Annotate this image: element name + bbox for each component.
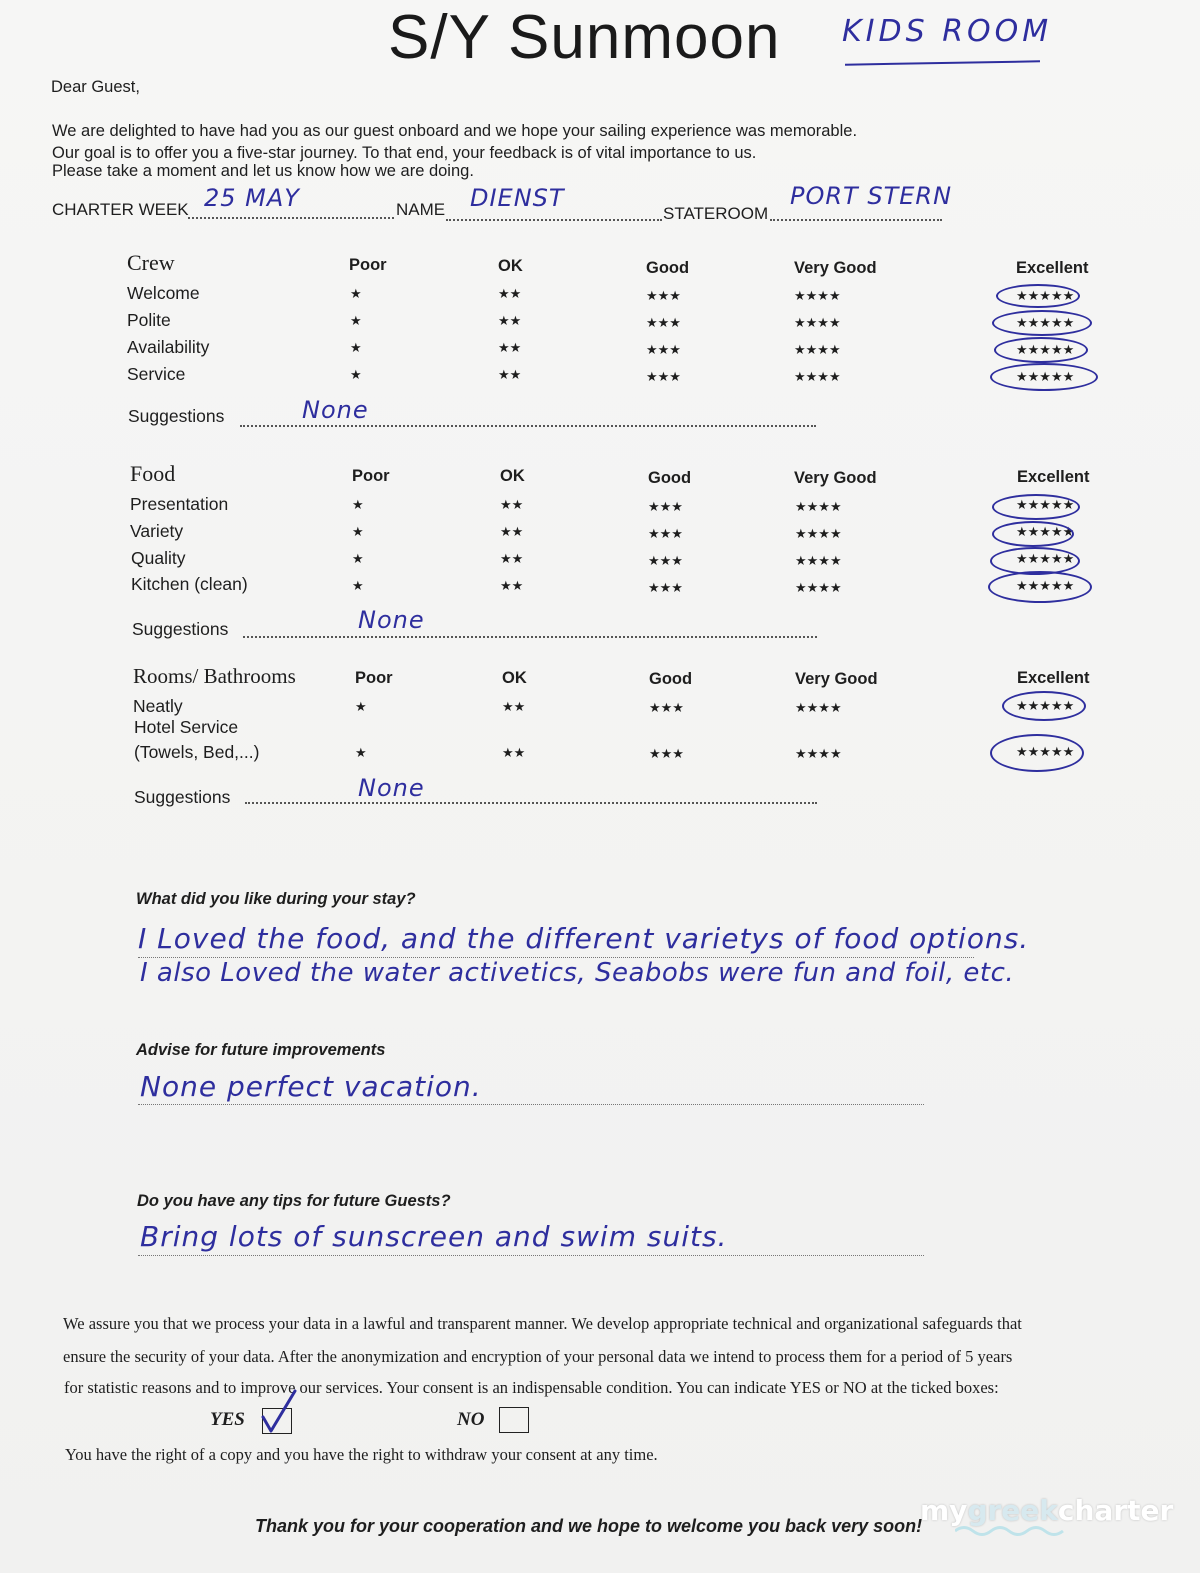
rating-1-star[interactable]: ★ bbox=[350, 341, 362, 356]
legal-line-2: ensure the security of your data. After the anonymization and encryption of your personal data we intend to process them for a period of 5 years bbox=[63, 1347, 1013, 1366]
rating-2-star[interactable]: ★★ bbox=[498, 314, 522, 329]
food-suggestions-value[interactable]: None bbox=[358, 606, 425, 634]
col-good: Good bbox=[649, 670, 693, 688]
rooms-row-neatly: Neatly bbox=[133, 696, 183, 716]
rating-1-star[interactable]: ★ bbox=[355, 700, 367, 715]
answer-liked-line-1[interactable]: I Loved the food, and the different varietys of food options. bbox=[138, 922, 1030, 955]
excellent-circle bbox=[994, 337, 1088, 363]
rating-5-star[interactable]: ★★★★★ bbox=[1016, 525, 1075, 540]
charter-week-label: CHARTER WEEK bbox=[52, 200, 189, 219]
rating-1-star[interactable]: ★ bbox=[355, 746, 367, 761]
rating-2-star[interactable]: ★★ bbox=[500, 579, 524, 594]
rooms-suggestions-dotline bbox=[245, 802, 817, 804]
col-excellent: Excellent bbox=[1017, 468, 1090, 486]
crew-row-polite: Polite bbox=[127, 310, 171, 330]
col-ok: OK bbox=[502, 669, 527, 687]
stateroom-value[interactable]: PORT STERN bbox=[790, 182, 953, 210]
rating-1-star[interactable]: ★ bbox=[350, 368, 362, 383]
excellent-circle bbox=[990, 363, 1098, 391]
charter-week-value[interactable]: 25 MAY bbox=[204, 184, 300, 212]
rating-5-star[interactable]: ★★★★★ bbox=[1016, 316, 1075, 331]
rating-2-star[interactable]: ★★ bbox=[502, 700, 526, 715]
crew-suggestions-dotline bbox=[240, 425, 816, 427]
col-ok: OK bbox=[498, 257, 523, 275]
rating-2-star[interactable]: ★★ bbox=[498, 368, 522, 383]
rating-5-star[interactable]: ★★★★★ bbox=[1016, 370, 1075, 385]
col-poor: Poor bbox=[349, 256, 387, 274]
rating-3-star[interactable]: ★★★ bbox=[649, 747, 684, 762]
rating-4-star[interactable]: ★★★★ bbox=[794, 370, 841, 385]
section-title-rooms: Rooms/ Bathrooms bbox=[133, 664, 296, 688]
rating-1-star[interactable]: ★ bbox=[352, 498, 364, 513]
watermark-wave-icon bbox=[955, 1524, 1065, 1538]
intro-line-3: Please take a moment and let us know how we are doing. bbox=[52, 162, 474, 180]
name-value[interactable]: DIENST bbox=[470, 184, 565, 212]
excellent-circle bbox=[992, 521, 1074, 547]
greeting: Dear Guest, bbox=[51, 78, 140, 96]
rating-2-star[interactable]: ★★ bbox=[500, 552, 524, 567]
rating-2-star[interactable]: ★★ bbox=[500, 498, 524, 513]
rooms-row-towels-bed: (Towels, Bed,...) bbox=[134, 742, 260, 762]
rooms-row-hotel-service: Hotel Service bbox=[134, 717, 239, 737]
col-very-good: Very Good bbox=[795, 670, 878, 688]
answer-advise-dotline bbox=[138, 1104, 924, 1105]
col-excellent: Excellent bbox=[1016, 259, 1089, 277]
legal-line-1: We assure you that we process your data in a lawful and transparent manner. We develop appropriate technical and organizational safeguards that bbox=[63, 1314, 1022, 1333]
rating-5-star[interactable]: ★★★★★ bbox=[1016, 498, 1075, 513]
legal-line-4: You have the right of a copy and you have the right to withdraw your consent at any time. bbox=[65, 1445, 658, 1464]
rating-5-star[interactable]: ★★★★★ bbox=[1016, 699, 1075, 714]
col-good: Good bbox=[646, 259, 690, 277]
food-row-presentation: Presentation bbox=[130, 494, 229, 514]
stateroom-dotline bbox=[770, 219, 942, 221]
rating-2-star[interactable]: ★★ bbox=[502, 746, 526, 761]
excellent-circle bbox=[992, 310, 1092, 336]
consent-no-checkbox[interactable] bbox=[499, 1407, 529, 1433]
intro-line-1: We are delighted to have had you as our guest onboard and we hope your sailing experience was memorable. bbox=[52, 122, 858, 140]
name-label: NAME bbox=[396, 200, 446, 219]
rating-4-star[interactable]: ★★★★ bbox=[795, 554, 842, 569]
rating-3-star[interactable]: ★★★ bbox=[646, 289, 681, 304]
crew-row-welcome: Welcome bbox=[127, 283, 200, 303]
rating-3-star[interactable]: ★★★ bbox=[646, 316, 681, 331]
food-suggestions-label: Suggestions bbox=[132, 619, 229, 639]
rating-1-star[interactable]: ★ bbox=[352, 525, 364, 540]
rating-5-star[interactable]: ★★★★★ bbox=[1016, 289, 1075, 304]
rating-5-star[interactable]: ★★★★★ bbox=[1016, 552, 1075, 567]
form-title: S/Y Sunmoon bbox=[388, 3, 781, 72]
food-row-variety: Variety bbox=[130, 521, 184, 541]
charter-week-dotline bbox=[188, 217, 394, 219]
section-title-crew: Crew bbox=[127, 250, 175, 275]
col-poor: Poor bbox=[355, 669, 393, 687]
rating-5-star[interactable]: ★★★★★ bbox=[1016, 745, 1075, 760]
answer-advise[interactable]: None perfect vacation. bbox=[140, 1070, 482, 1103]
rating-5-star[interactable]: ★★★★★ bbox=[1016, 343, 1075, 358]
consent-yes-checkbox[interactable] bbox=[262, 1408, 292, 1434]
rating-4-star[interactable]: ★★★★ bbox=[794, 289, 841, 304]
rating-3-star[interactable]: ★★★ bbox=[648, 527, 683, 542]
question-advise: Advise for future improvements bbox=[136, 1041, 386, 1059]
food-row-quality: Quality bbox=[131, 548, 186, 568]
rating-4-star[interactable]: ★★★★ bbox=[795, 581, 842, 596]
answer-tips-dotline bbox=[138, 1255, 924, 1256]
crew-row-availability: Availability bbox=[127, 337, 210, 357]
thank-you-message: Thank you for your cooperation and we hope to welcome you back very soon! bbox=[255, 1516, 923, 1536]
rating-4-star[interactable]: ★★★★ bbox=[795, 500, 842, 515]
room-note-underline bbox=[845, 60, 1040, 65]
consent-yes-label: YES bbox=[210, 1409, 245, 1430]
rating-2-star[interactable]: ★★ bbox=[500, 525, 524, 540]
section-title-food: Food bbox=[130, 461, 176, 486]
watermark-logo: mygreekcharter bbox=[920, 1494, 1174, 1527]
rating-1-star[interactable]: ★ bbox=[352, 552, 364, 567]
rating-4-star[interactable]: ★★★★ bbox=[795, 701, 842, 716]
rating-1-star[interactable]: ★ bbox=[350, 314, 362, 329]
food-suggestions-dotline bbox=[243, 636, 817, 638]
rooms-suggestions-label: Suggestions bbox=[134, 787, 231, 807]
rating-1-star[interactable]: ★ bbox=[350, 287, 362, 302]
excellent-circle bbox=[996, 284, 1080, 308]
crew-suggestions-label: Suggestions bbox=[128, 406, 225, 426]
legal-line-3: for statistic reasons and to improve our services. Your consent is an indispensable condition. You can indicate YES or NO at the ticked boxes: bbox=[64, 1378, 999, 1397]
rating-3-star[interactable]: ★★★ bbox=[648, 581, 683, 596]
rating-4-star[interactable]: ★★★★ bbox=[795, 527, 842, 542]
rating-3-star[interactable]: ★★★ bbox=[649, 701, 684, 716]
answer-liked-line-2[interactable]: I also Loved the water activetics, Seabobs were fun and foil, etc. bbox=[140, 958, 1015, 988]
stateroom-label: STATEROOM bbox=[663, 204, 769, 223]
rooms-suggestions-value[interactable]: None bbox=[358, 774, 425, 802]
rating-2-star[interactable]: ★★ bbox=[498, 287, 522, 302]
rating-1-star[interactable]: ★ bbox=[352, 579, 364, 594]
col-ok: OK bbox=[500, 467, 525, 485]
col-excellent: Excellent bbox=[1017, 669, 1090, 687]
rating-4-star[interactable]: ★★★★ bbox=[794, 316, 841, 331]
crew-row-service: Service bbox=[127, 364, 186, 384]
food-row-kitchen: Kitchen (clean) bbox=[131, 574, 248, 594]
excellent-circle bbox=[990, 734, 1084, 772]
crew-suggestions-value[interactable]: None bbox=[302, 396, 369, 424]
consent-no-label: NO bbox=[457, 1409, 485, 1430]
rating-5-star[interactable]: ★★★★★ bbox=[1016, 579, 1075, 594]
col-very-good: Very Good bbox=[794, 469, 877, 487]
intro-line-2: Our goal is to offer you a five-star journey. To that end, your feedback is of vital importance to us. bbox=[52, 144, 757, 162]
rating-3-star[interactable]: ★★★ bbox=[648, 500, 683, 515]
rating-3-star[interactable]: ★★★ bbox=[648, 554, 683, 569]
room-note-handwritten: KIDS ROOM bbox=[842, 14, 1053, 49]
excellent-circle bbox=[988, 571, 1092, 603]
excellent-circle bbox=[1002, 691, 1086, 721]
excellent-circle bbox=[992, 494, 1080, 520]
rating-3-star[interactable]: ★★★ bbox=[646, 370, 681, 385]
checkmark-icon bbox=[259, 1391, 305, 1435]
question-liked: What did you like during your stay? bbox=[136, 890, 416, 908]
rating-4-star[interactable]: ★★★★ bbox=[795, 747, 842, 762]
name-dotline bbox=[446, 219, 662, 221]
col-good: Good bbox=[648, 469, 692, 487]
rating-3-star[interactable]: ★★★ bbox=[646, 343, 681, 358]
col-poor: Poor bbox=[352, 467, 390, 485]
answer-tips[interactable]: Bring lots of sunscreen and swim suits. bbox=[140, 1220, 728, 1253]
rating-4-star[interactable]: ★★★★ bbox=[794, 343, 841, 358]
col-very-good: Very Good bbox=[794, 259, 877, 277]
rating-2-star[interactable]: ★★ bbox=[498, 341, 522, 356]
question-tips: Do you have any tips for future Guests? bbox=[137, 1192, 451, 1210]
